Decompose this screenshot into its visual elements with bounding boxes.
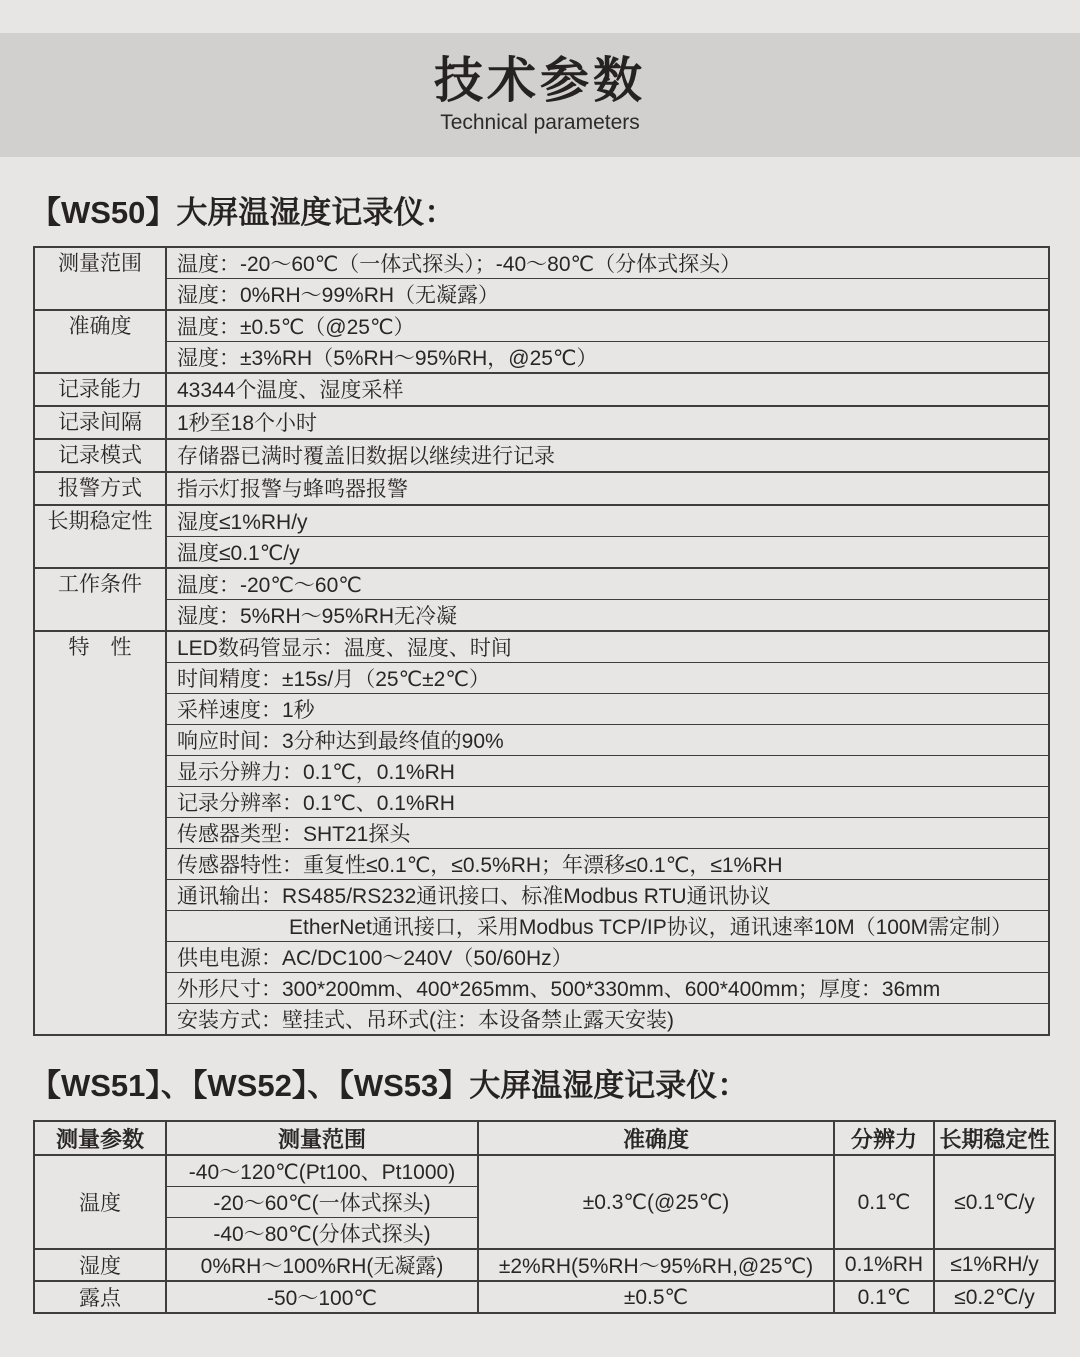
spec-label: 记录能力 — [34, 373, 166, 406]
table-row — [34, 373, 1049, 406]
spec-label: 工作条件 — [34, 568, 166, 631]
accuracy-cell: ±0.5℃ — [478, 1281, 834, 1313]
resolution-cell: 0.1℃ — [834, 1155, 934, 1249]
spec-label: 报警方式 — [34, 472, 166, 505]
param-cell: 湿度 — [34, 1249, 166, 1281]
spec-value: LED数码管显示：温度、湿度、时间 — [166, 631, 1049, 663]
range-cell: -40～80℃(分体式探头) — [166, 1218, 478, 1250]
col-header-accuracy: 准确度 — [478, 1121, 834, 1155]
col-header-resolution: 分辨力 — [834, 1121, 934, 1155]
ws51-heading: 【WS51】、【WS52】、【WS53】大屏温湿度记录仪： — [30, 1067, 749, 1103]
table-row — [34, 972, 1049, 1003]
table-row — [34, 910, 1049, 941]
ws50-spec-table — [33, 246, 1050, 1036]
spec-value: 温度：-20～60℃（一体式探头）；-40～80℃（分体式探头） — [166, 247, 1049, 279]
spec-value: 存储器已满时覆盖旧数据以继续进行记录 — [166, 439, 1049, 472]
spec-value: 传感器特性：重复性≤0.1℃，≤0.5%RH；年漂移≤0.1℃，≤1%RH — [166, 848, 1049, 879]
spec-value: 指示灯报警与蜂鸣器报警 — [166, 472, 1049, 505]
stability-cell: ≤0.2℃/y — [934, 1281, 1055, 1313]
spec-value: 供电电源：AC/DC100～240V（50/60Hz） — [166, 941, 1049, 972]
ws51-spec-table — [33, 1120, 1056, 1314]
spec-value: 湿度：±3%RH（5%RH～95%RH，@25℃） — [166, 341, 1049, 373]
table-row — [34, 786, 1049, 817]
accuracy-cell: ±2%RH(5%RH～95%RH,@25℃) — [478, 1249, 834, 1281]
page-banner — [0, 33, 1080, 157]
spec-label: 记录模式 — [34, 439, 166, 472]
col-header-stability: 长期稳定性 — [934, 1121, 1055, 1155]
spec-value: 传感器类型：SHT21探头 — [166, 817, 1049, 848]
table-row — [34, 406, 1049, 439]
spec-value: 采样速度：1秒 — [166, 693, 1049, 724]
table-row — [34, 693, 1049, 724]
spec-value: 43344个温度、湿度采样 — [166, 373, 1049, 406]
spec-label: 测量范围 — [34, 247, 166, 310]
table-row — [34, 247, 1049, 279]
table-row — [34, 505, 1049, 537]
table-row — [34, 310, 1049, 342]
spec-value: EtherNet通讯接口，采用Modbus TCP/IP协议，通讯速率10M（100M需定制） — [166, 910, 1049, 941]
stability-cell: ≤0.1℃/y — [934, 1155, 1055, 1249]
spec-value: 安装方式：壁挂式、吊环式(注：本设备禁止露天安装) — [166, 1003, 1049, 1035]
table-row — [34, 472, 1049, 505]
spec-value: 湿度：0%RH～99%RH（无凝露） — [166, 278, 1049, 310]
resolution-cell: 0.1℃ — [834, 1281, 934, 1313]
spec-value: 外形尺寸：300*200mm、400*265mm、500*330mm、600*400mm；厚度：36mm — [166, 972, 1049, 1003]
table-row — [34, 536, 1049, 568]
param-cell: 温度 — [34, 1155, 166, 1249]
accuracy-cell: ±0.3℃(@25℃) — [478, 1155, 834, 1249]
table-row — [34, 848, 1049, 879]
table-row — [34, 599, 1049, 631]
table-row — [34, 879, 1049, 910]
spec-value: 温度：±0.5℃（@25℃） — [166, 310, 1049, 342]
spec-value: 温度≤0.1℃/y — [166, 536, 1049, 568]
table-row — [34, 817, 1049, 848]
table-row — [34, 1155, 1055, 1187]
range-cell: -20～60℃(一体式探头) — [166, 1187, 478, 1218]
spec-value: 湿度：5%RH～95%RH无冷凝 — [166, 599, 1049, 631]
range-cell: 0%RH～100%RH(无凝露) — [166, 1249, 478, 1281]
table-row — [34, 278, 1049, 310]
spec-label: 长期稳定性 — [34, 505, 166, 568]
table-row — [34, 1281, 1055, 1313]
spec-value: 湿度≤1%RH/y — [166, 505, 1049, 537]
range-cell: -50～100℃ — [166, 1281, 478, 1313]
spec-value: 1秒至18个小时 — [166, 406, 1049, 439]
table-row — [34, 439, 1049, 472]
spec-value: 记录分辨率：0.1℃、0.1%RH — [166, 786, 1049, 817]
table-header-row — [34, 1121, 1055, 1155]
stability-cell: ≤1%RH/y — [934, 1249, 1055, 1281]
page-title: 技术参数 — [433, 53, 646, 108]
col-header-param: 测量参数 — [34, 1121, 166, 1155]
spec-label: 特 性 — [34, 631, 166, 1035]
ws50-heading: 【WS50】大屏温湿度记录仪： — [30, 195, 456, 230]
page-subtitle: Technical parameters — [440, 111, 640, 135]
spec-value: 显示分辨力：0.1℃，0.1%RH — [166, 755, 1049, 786]
table-row — [34, 341, 1049, 373]
table-row — [34, 662, 1049, 693]
table-row — [34, 1003, 1049, 1035]
spec-value: 时间精度：±15s/月（25℃±2℃） — [166, 662, 1049, 693]
range-cell: -40～120℃(Pt100、Pt1000) — [166, 1155, 478, 1187]
table-row — [34, 755, 1049, 786]
col-header-range: 测量范围 — [166, 1121, 478, 1155]
resolution-cell: 0.1%RH — [834, 1249, 934, 1281]
table-row — [34, 568, 1049, 600]
spec-value: 通讯输出：RS485/RS232通讯接口、标准Modbus RTU通讯协议 — [166, 879, 1049, 910]
table-row — [34, 724, 1049, 755]
table-row — [34, 631, 1049, 663]
spec-label: 记录间隔 — [34, 406, 166, 439]
table-row — [34, 1249, 1055, 1281]
param-cell: 露点 — [34, 1281, 166, 1313]
table-row — [34, 941, 1049, 972]
spec-label: 准确度 — [34, 310, 166, 373]
spec-value: 温度：-20℃～60℃ — [166, 568, 1049, 600]
spec-value: 响应时间：3分种达到最终值的90% — [166, 724, 1049, 755]
